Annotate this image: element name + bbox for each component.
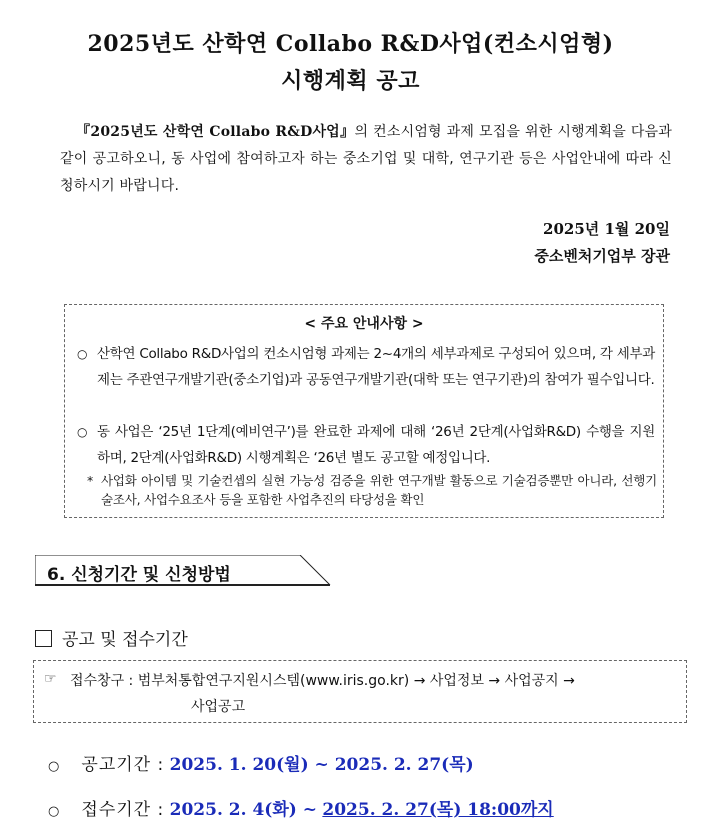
circle-bullet-icon: ○ xyxy=(77,425,88,439)
subsection-heading xyxy=(35,625,188,650)
receipt-period xyxy=(48,795,554,820)
portal-line2: 사업공고 xyxy=(191,699,246,715)
circle-bullet-icon: ○ xyxy=(48,759,60,774)
intro-body: 의 컨소시엄형 과제 모집을 위한 시행계획을 다음과 같이 공고하오니, 동 사업에 참여하고자 하는 중소기업 및 대학, 연구기관 등은 사업안내에 따라 신청하시기 바랍니다. xyxy=(60,124,673,194)
section-heading: 6. 신청기간 및 신청방법 xyxy=(47,565,231,585)
circle-bullet-icon: ○ xyxy=(48,804,60,819)
application-portal-box xyxy=(33,660,687,723)
announcement-period xyxy=(48,750,474,775)
announcement-date: 2025년 1월 20일 xyxy=(543,220,670,238)
notice-title: < 주요 안내사항 > xyxy=(304,316,424,332)
intro-paragraph xyxy=(60,119,672,200)
pointing-hand-icon: ☞ xyxy=(44,671,57,687)
notice-item-text: 동 사업은 ‘25년 1단계(예비연구’)를 완료한 과제에 대해 ‘26년 2단계(사업화R&D) 수행을 지원하며, 2단계(사업화R&D) 시행계획은 ‘26년 별도 공고할 예정입니다. xyxy=(97,424,655,466)
program-name: 『2025년도 산학연 Collabo R&D사업』 xyxy=(76,124,355,140)
announcement-period-label: 공고기간 : xyxy=(81,755,165,775)
circle-bullet-icon: ○ xyxy=(77,347,88,361)
notice-footnote xyxy=(87,471,657,509)
notice-footnote-text: 사업화 아이템 및 기술컨셉의 실현 가능성 검증을 위한 연구개발 활동으로 기술검증뿐만 아니라, 선행기술조사, 사업수요조사 등을 포함한 사업추진의 타당성을 확인 xyxy=(101,473,657,507)
portal-line1: 접수창구 : 범부처통합연구지원시스템(www.iris.go.kr) → 사업정보 → 사업공지 → xyxy=(70,673,575,689)
square-box-icon xyxy=(35,630,52,647)
receipt-period-label: 접수기간 : xyxy=(81,800,165,820)
announcement-period-value: 2025. 1. 20(월) ~ 2025. 2. 27(목) xyxy=(169,755,474,775)
issuing-ministry: 중소벤처기업부 장관 xyxy=(534,247,670,265)
receipt-period-deadline: 2025. 2. 27(목) 18:00까지 xyxy=(322,800,554,820)
section-heading-tab xyxy=(35,555,331,587)
notice-item xyxy=(77,419,655,471)
subsection-heading-text: 공고 및 접수기간 xyxy=(62,630,188,650)
notice-item-text: 산학연 Collabo R&D사업의 컨소시엄형 과제는 2~4개의 세부과제로 구성되어 있으며, 각 세부과제는 주관연구개발기관(중소기업)과 공동연구개발기관(대학 또는 연구기관)의 참여가 필수입니다. xyxy=(97,346,655,388)
document-title-line2: 시행계획 공고 xyxy=(281,68,420,94)
key-notice-box xyxy=(64,304,664,518)
document-title-line1: 2025년도 산학연 Collabo R&D사업(컨소시엄형) xyxy=(87,31,614,57)
notice-item xyxy=(77,341,655,393)
asterisk-icon: * xyxy=(87,473,94,488)
receipt-period-start: 2025. 2. 4(화) ~ xyxy=(169,800,317,820)
